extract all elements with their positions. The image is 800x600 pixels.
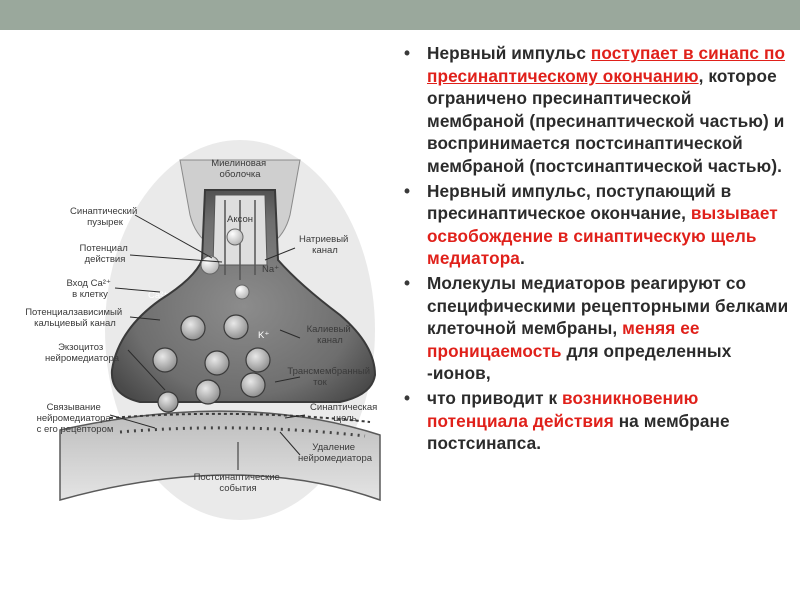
label-removal: Удаление нейромедиатора — [297, 442, 373, 464]
bullet-text-segment: на мембране постсинапса. — [427, 410, 730, 454]
ion-ball — [227, 229, 243, 245]
bullet-item — [392, 42, 792, 178]
bullet-list — [392, 42, 792, 457]
bullet-text-segment: , которое ограничено пресинаптической мембраной (пресинаптической частью) и воспринимается постсинаптической мембраной (постсинаптической частью). — [427, 65, 785, 176]
label-transmembrane-current: Трансмембранный ток — [287, 366, 371, 388]
synaptic-vesicle — [246, 348, 270, 372]
synaptic-vesicle — [241, 373, 265, 397]
label-postsynaptic-events: Постсинаптические события — [193, 472, 280, 494]
bullet-text-segment: . — [519, 248, 525, 269]
label-binding: Связывание нейромедиатора с его рецептором — [36, 402, 114, 435]
bullet-dot: • — [404, 43, 411, 63]
synaptic-vesicle — [224, 315, 248, 339]
label-myelin: Миелиновая оболочка — [211, 158, 267, 180]
label-sodium-channel: Натриевый канал — [299, 234, 349, 256]
bullet-text-segment: Молекулы медиаторов реагируют со специфическими рецепторными белками клеточной мембраны, — [427, 272, 789, 339]
label-synaptic-cleft: Синаптическая щель — [310, 402, 378, 424]
synaptic-vesicle — [196, 380, 220, 404]
bullet-dot: • — [404, 387, 411, 408]
label-ca-entry: Вход Ca²⁺ в клетку — [66, 278, 111, 300]
ion-na: Na⁺ — [262, 264, 280, 275]
top-banner — [0, 0, 800, 30]
synaptic-vesicle — [153, 348, 177, 372]
ion-ball — [201, 256, 219, 274]
ion-ball — [235, 285, 249, 299]
bullet-text-segment: для определенных -ионов, — [427, 340, 732, 384]
bullet-text-segment: Нервный импульс — [427, 43, 591, 63]
bullet-text-segment: меняя ее проницаемость — [427, 318, 700, 361]
synapse-diagram — [0, 30, 400, 600]
bullet-text-segment: что приводит к — [427, 387, 563, 408]
label-axon: Аксон — [227, 214, 253, 225]
synaptic-vesicle — [181, 316, 205, 340]
synaptic-vesicle — [158, 392, 178, 412]
bullet-dot: • — [404, 180, 411, 201]
bullet-dot: • — [404, 272, 411, 293]
bullet-text-segment: поступает в синапс по пресинаптическому окончанию — [427, 43, 786, 86]
bullet-item — [392, 387, 792, 455]
bullet-text-segment: вызывает освобождение в синаптическую щель медиатора — [427, 203, 778, 269]
bullet-item — [392, 180, 792, 270]
synaptic-vesicle — [205, 351, 229, 375]
label-vesicle: Синаптический пузырек — [70, 206, 138, 228]
ion-ca: Ca²⁺ — [148, 290, 169, 301]
label-potassium-channel: Калиевый канал — [306, 324, 351, 346]
bullet-text-segment: Нервный импульс, поступающий в пресинаптическое окончание, — [427, 180, 732, 224]
ion-k: K⁺ — [258, 330, 270, 341]
bullet-text-segment: возникновению потенциала действия — [427, 387, 699, 431]
label-exocytosis: Экзоцитоз нейромедиатора — [44, 342, 120, 364]
label-action-potential: Потенциал действия — [79, 243, 128, 265]
bullet-item — [392, 272, 792, 385]
label-ca-channel: Потенциалзависимый кальциевый канал — [25, 307, 123, 329]
